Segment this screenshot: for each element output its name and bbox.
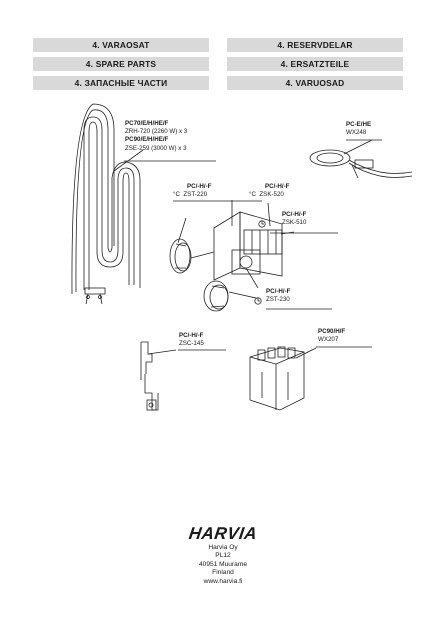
celsius-unit: °C [173,191,180,199]
company-name: Harvia Oy [208,544,238,551]
timer-code: ZST-230 [266,296,290,304]
header-varaosat: 4. VARAOSAT [33,38,209,52]
header-reservdelar: 4. RESERVDELAR [227,38,403,52]
thermostat-model: PC/-H/-F [187,183,212,190]
sensor-code: WX248 [346,129,367,137]
header-zapasnye-chasti: 4. ЗАПАСНЫЕ ЧАСТИ [33,76,209,90]
sensor-model: PC-E/HE [346,121,372,128]
timer-switch-label [270,211,306,227]
postal-city: 40951 Muurame [198,560,248,568]
contactor-model: PC90/H/F [318,328,346,335]
bracket-code: ZSC-145 [179,340,204,348]
sensor-label [346,121,371,137]
country: Finland [212,569,234,577]
bracket-drawing [141,342,176,410]
company-address [0,544,446,586]
thermostat-switch-label [249,183,289,199]
po-box: PL12 [215,552,231,560]
timer-label [254,288,290,304]
thermostat-code: ZST-220 [183,191,208,199]
thermostat-switch-code: ZSK-520 [259,191,284,199]
harvia-logo: HARVIA [187,524,259,543]
bracket-model: PC/-H/-F [179,332,204,339]
thermostat-switch-model: PC/-H/-F [265,183,290,190]
celsius-unit: °C [249,191,256,199]
element-code-1: ZRH-720 (2260 W) x 3 [125,128,188,136]
contactor-drawing [250,347,316,410]
contactor-code: WX207 [318,336,339,344]
thermostat-label [173,183,211,199]
contactor-label [318,328,345,344]
element-model-1: PC70/E/H/HE/F [125,120,169,127]
header-varuosad: 4. VARUOSAD [227,76,403,90]
timer-knob-drawing [204,281,256,311]
header-spare-parts: 4. SPARE PARTS [33,57,209,71]
header-ersatzteile: 4. ERSATZTEILE [227,57,403,71]
timer-model: PC/-H/-F [266,288,291,295]
bracket-label [179,332,204,348]
element-code-2: ZSE-259 (3000 W) x 3 [125,144,187,152]
element-model-2: PC90/E/H/HE/F [125,136,169,144]
timer-switch-code: ZSK-510 [282,219,307,227]
sensor-drawing [310,140,412,178]
heating-element-label [125,120,187,153]
timer-switch-model: PC/-H/-F [282,211,307,218]
website-link[interactable]: www.harvia.fi [203,577,243,585]
